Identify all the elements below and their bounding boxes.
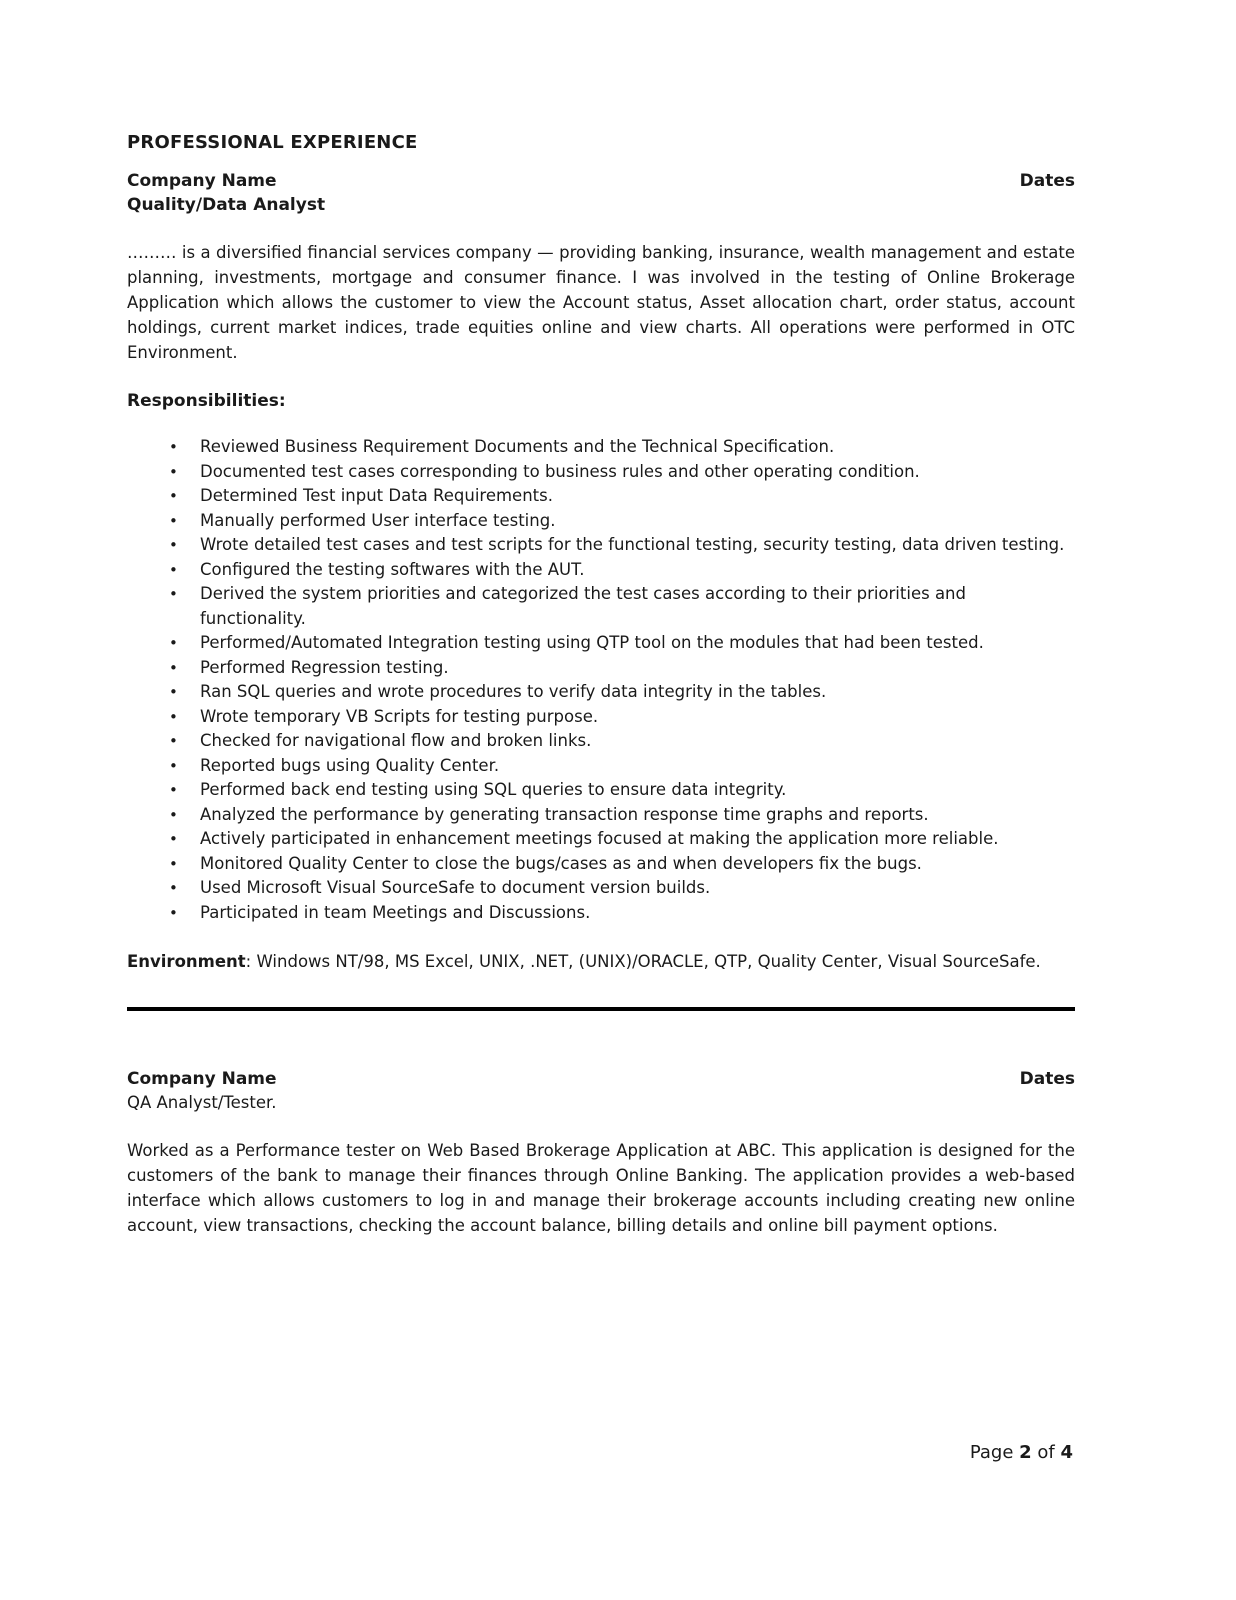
responsibility-item: • Configured the testing softwares with the AUT. bbox=[127, 558, 1075, 583]
responsibility-item: • Monitored Quality Center to close the bugs/cases as and when developers fix the bugs. bbox=[127, 852, 1075, 877]
job1-dates: Dates bbox=[1019, 171, 1075, 191]
responsibility-item: • Documented test cases corresponding to business rules and other operating condition. bbox=[127, 460, 1075, 485]
responsibility-item: • Performed back end testing using SQL queries to ensure data integrity. bbox=[127, 778, 1075, 803]
responsibility-item: • Actively participated in enhancement meetings focused at making the application more reliable. bbox=[127, 827, 1075, 852]
responsibility-item: • Manually performed User interface testing. bbox=[127, 509, 1075, 534]
responsibilities-list bbox=[127, 435, 1075, 925]
footer-of-label: of bbox=[1031, 1442, 1061, 1463]
job1-summary-paragraph: ……… is a diversified financial services company — providing banking, insurance, wealth management and estate planning, investments, mortgage and consumer finance. I was involved in the testing of Online Brokerage Application which allows the customer to view the Account status, Asset allocation chart, order status, account holdings, current market indices, trade equities online and view charts. All operations were performed in OTC Environment. bbox=[127, 243, 1075, 362]
page-footer bbox=[970, 1440, 1073, 1465]
footer-page-number: 2 bbox=[1019, 1442, 1032, 1463]
job2-role-title: QA Analyst/Tester. bbox=[127, 1093, 277, 1112]
responsibility-item: • Checked for navigational flow and broken links. bbox=[127, 729, 1075, 754]
footer-page-label: Page bbox=[969, 1442, 1020, 1463]
responsibility-item: • Analyzed the performance by generating transaction response time graphs and reports. bbox=[127, 803, 1075, 828]
job1-role-title: Quality/Data Analyst bbox=[127, 195, 326, 215]
responsibility-item: • Reviewed Business Requirement Documents and the Technical Specification. bbox=[127, 435, 1075, 460]
responsibility-item: • Participated in team Meetings and Discussions. bbox=[127, 901, 1075, 926]
section-title: PROFESSIONAL EXPERIENCE bbox=[127, 132, 418, 153]
footer-page-total: 4 bbox=[1060, 1442, 1073, 1463]
responsibility-item: • Performed/Automated Integration testing using QTP tool on the modules that had been tested. bbox=[127, 631, 1075, 656]
responsibility-item: • Wrote detailed test cases and test scripts for the functional testing, security testing, data driven testing. bbox=[127, 533, 1075, 558]
responsibility-item: • Derived the system priorities and categorized the test cases according to their priorities and functionality. bbox=[127, 582, 1075, 631]
responsibility-item: • Determined Test input Data Requirements. bbox=[127, 484, 1075, 509]
responsibilities-heading: Responsibilities: bbox=[127, 391, 286, 411]
job1-header bbox=[127, 169, 1075, 193]
responsibility-item: • Performed Regression testing. bbox=[127, 656, 1075, 681]
job2-dates: Dates bbox=[1019, 1069, 1075, 1089]
job2-summary-paragraph: Worked as a Performance tester on Web Based Brokerage Application at ABC. This application is designed for the customers of the bank to manage their finances through Online Banking. The application provides a web-based interface which allows customers to log in and manage their brokerage accounts including creating new online account, view transactions, checking the account balance, billing details and online bill payment options. bbox=[127, 1141, 1075, 1235]
job1-company-name: Company Name bbox=[127, 171, 277, 191]
environment-text: : Windows NT/98, MS Excel, UNIX, .NET, (UNIX)/ORACLE, QTP, Quality Center, Visual SourceSafe. bbox=[245, 952, 1041, 971]
responsibility-item: • Wrote temporary VB Scripts for testing purpose. bbox=[127, 705, 1075, 730]
job2-company-name: Company Name bbox=[127, 1069, 277, 1089]
section-divider bbox=[127, 1007, 1075, 1011]
responsibility-item: • Ran SQL queries and wrote procedures to verify data integrity in the tables. bbox=[127, 680, 1075, 705]
responsibility-item: • Used Microsoft Visual SourceSafe to document version builds. bbox=[127, 876, 1075, 901]
environment-label: Environment bbox=[127, 952, 246, 971]
job2-header bbox=[127, 1067, 1075, 1091]
responsibility-item: • Reported bugs using Quality Center. bbox=[127, 754, 1075, 779]
environment-line bbox=[127, 949, 1075, 974]
